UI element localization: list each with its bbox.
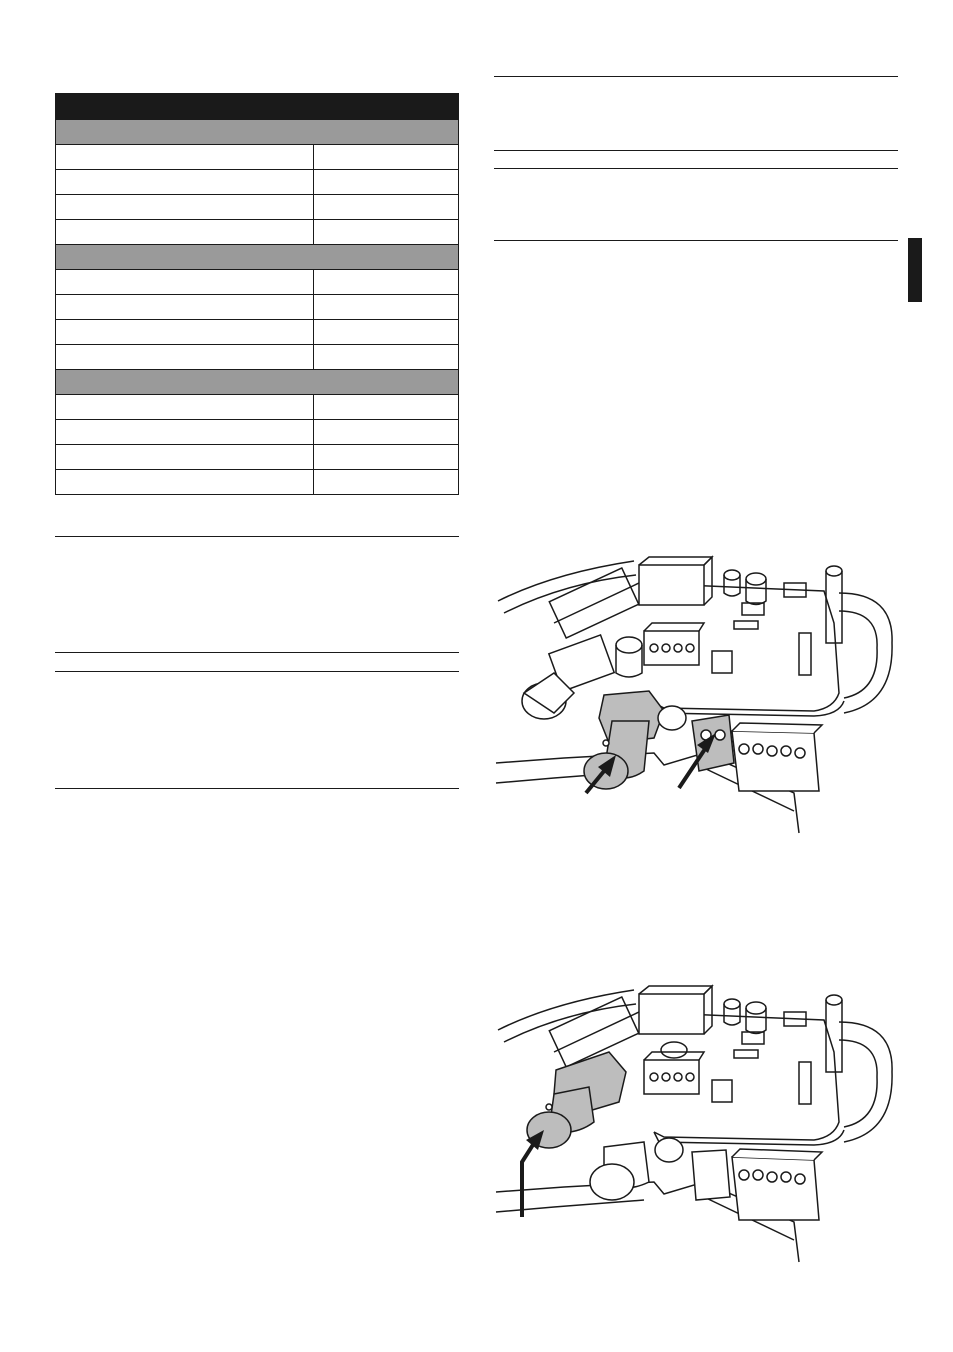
section-rule <box>55 652 459 653</box>
table-row <box>56 269 458 294</box>
table-row <box>56 194 458 219</box>
table-row <box>56 344 458 369</box>
table-row <box>56 444 458 469</box>
pcb-bnc-connector-illustration <box>494 553 904 843</box>
table-row <box>56 419 458 444</box>
table-group-3 <box>56 369 458 394</box>
section-rule <box>494 240 898 241</box>
section-rule <box>55 536 459 537</box>
table-group-1 <box>56 119 458 144</box>
pcb-bnc-connector-illustration-2 <box>494 982 904 1272</box>
section-rule <box>494 150 898 151</box>
table-group-2 <box>56 244 458 269</box>
section-rule <box>55 788 459 789</box>
table-row <box>56 294 458 319</box>
section-tab-marker <box>908 238 922 302</box>
table-row <box>56 169 458 194</box>
section-rule <box>55 671 459 672</box>
table-row <box>56 469 458 494</box>
table-row <box>56 394 458 419</box>
table-row <box>56 144 458 169</box>
table-header <box>56 94 458 119</box>
table-row <box>56 319 458 344</box>
spec-table <box>55 93 459 495</box>
section-rule <box>494 76 898 77</box>
section-rule <box>494 168 898 169</box>
table-row <box>56 219 458 244</box>
